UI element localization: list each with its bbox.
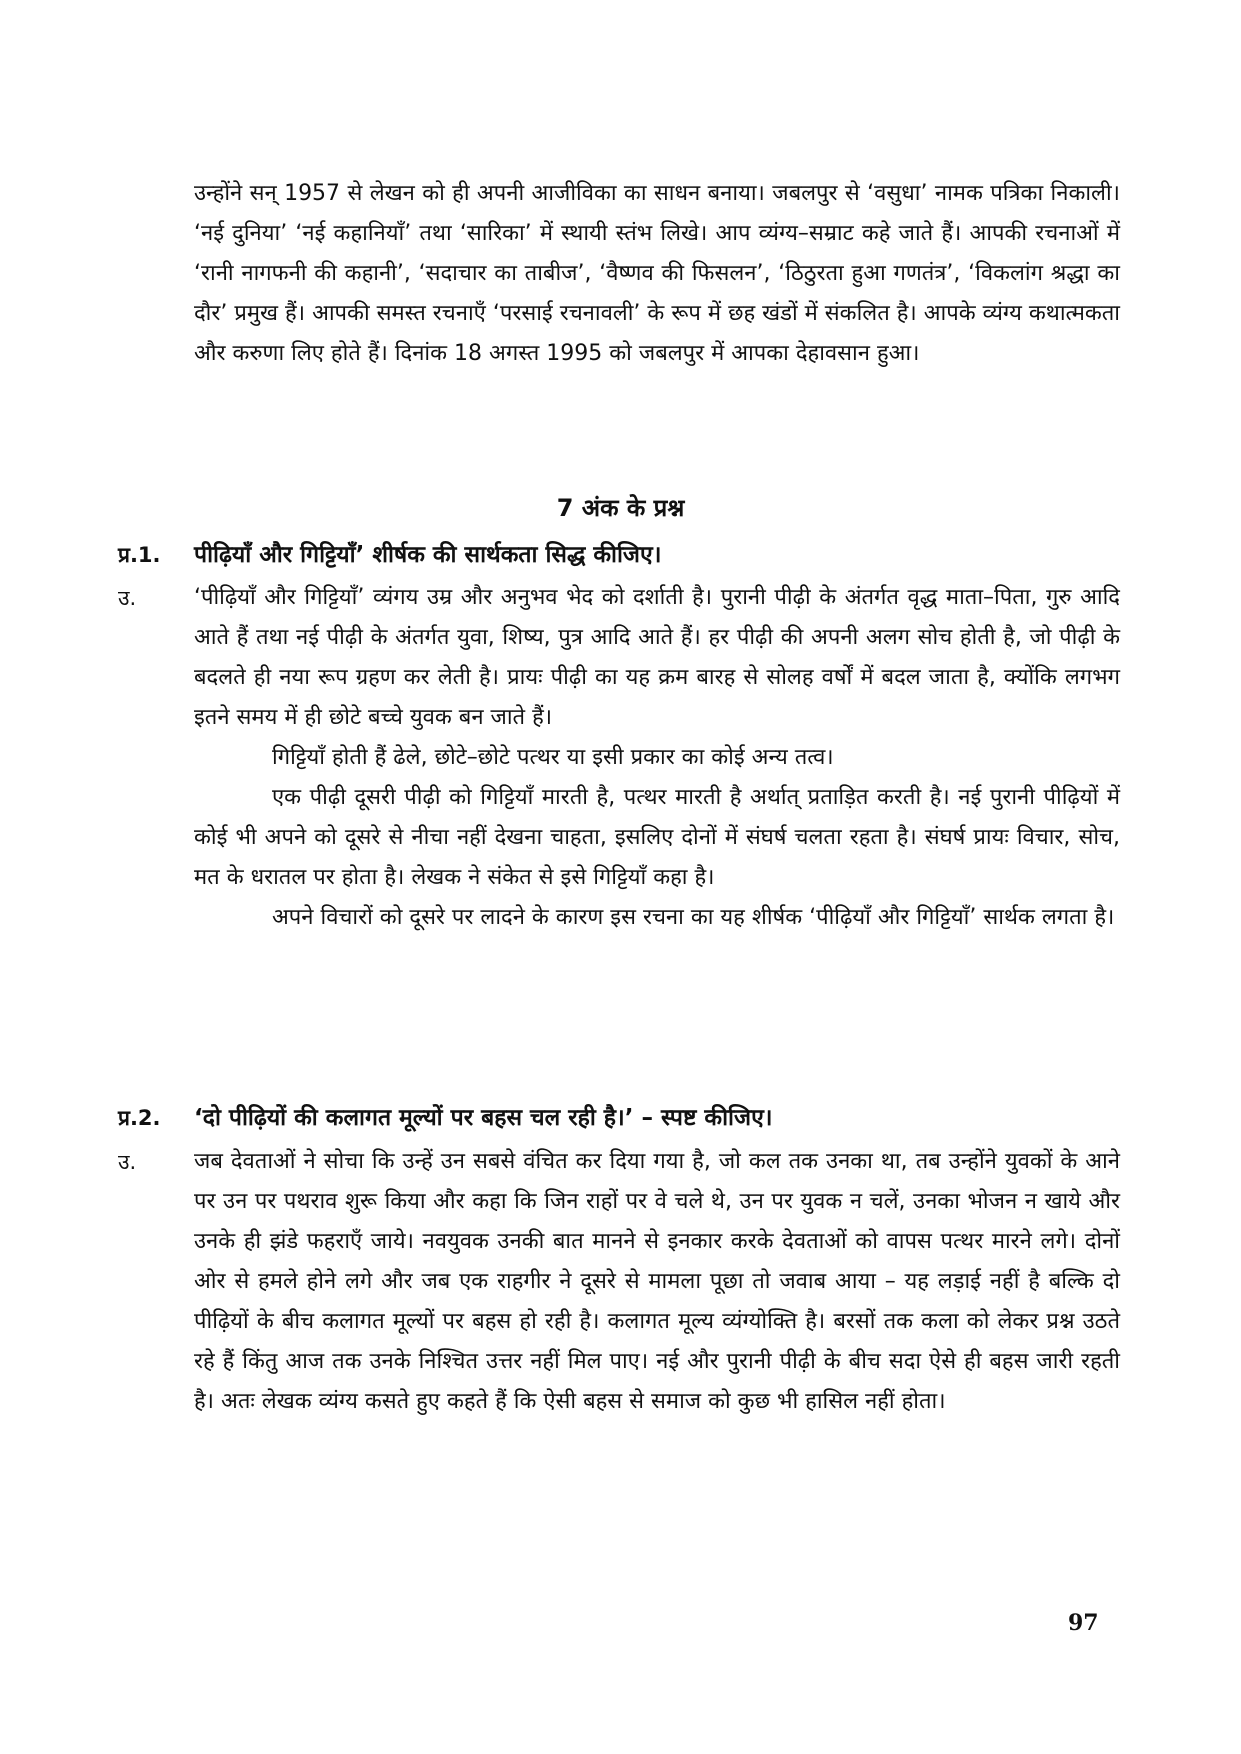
q2-answer-paragraph: जब देवताओं ने सोचा कि उन्हें उन सबसे वंचित कर दिया गया है, जो कल तक उनका था, तब उन्होंने युवकों के आने पर उन पर पथराव शुरू किया और कहा कि जिन राहों पर वे चले थे, उन पर युवक न चलें, उनका भोजन न खाये और उनके ही झंडे फहराएँ जाये। नवयुवक उनकी बात मानने से इनकार करके देवताओं को वापस पत्थर मारने लगे। दोनों ओर से हमले होने लगे और जब एक राहगीर ने दूसरे से मामला पूछा तो जवाब आया – यह लड़ाई नहीं है बल्कि दो पीढ़ियों के बीच कलागत मूल्यों पर बहस हो रही है। कलागत मूल्य व्यंग्योक्ति है। बरसों तक कला को लेकर प्रश्न उठते रहे हैं किंतु आज तक उनके निश्चित उत्तर नहीं मिल पाए। नई और पुरानी पीढ़ी के बीच सदा ऐसे ही बहस जारी रहती है। अतः लेखक व्यंग्य कसते हुए कहते हैं कि ऐसी बहस से समाज को कुछ भी हासिल नहीं होता। [194,1149,1120,1414]
page-number: 97 [1068,1610,1099,1636]
q2-answer-label: उ. [118,1150,137,1174]
intro-paragraph: उन्होंने सन् 1957 से लेखन को ही अपनी आजीविका का साधन बनाया। जबलपुर से ‘वसुधा’ नामक पत्रिका निकाली। ‘नई दुनिया’ ‘नई कहानियाँ’ तथा ‘सारिका’ में स्थायी स्तंभ लिखे। आप व्यंग्य–सम्राट कहे जाते हैं। आपकी रचनाओं में ‘रानी नागफनी की कहानी’, ‘सदाचार का ताबीज’, ‘वैष्णव की फिसलन’, ‘ठिठुरता हुआ गणतंत्र’, ‘विकलांग श्रद्धा का दौर’ प्रमुख हैं। आपकी समस्त रचनाएँ ‘परसाई रचनावली’ के रूप में छह खंडों में संकलित है। आपके व्यंग्य कथात्मकता और करुणा लिए होते हैं। दिनांक 18 अगस्त 1995 को जबलपुर में आपका देहावसान हुआ। [194,181,1120,366]
section-heading: 7 अंक के प्रश्न [556,494,685,522]
q1-answer-paragraph-4: अपने विचारों को दूसरे पर लादने के कारण इस रचना का यह शीर्षक ‘पीढ़ियाँ और गिट्टियाँ’ सार्थक लगता है। [272,905,1115,930]
q1-label: प्र.1. [118,543,161,567]
q1-answer-paragraph-1: ‘पीढ़ियाँ और गिट्टियाँ’ व्यंगय उम्र और अनुभव भेद को दर्शाती है। पुरानी पीढ़ी के अंतर्गत वृद्ध माता–पिता, गुरु आदि आते हैं तथा नई पीढ़ी के अंतर्गत युवा, शिष्य, पुत्र आदि आते हैं। हर पीढ़ी की अपनी अलग सोच होती है, जो पीढ़ी के बदलते ही नया रूप ग्रहण कर लेती है। प्रायः पीढ़ी का यह क्रम बारह से सोलह वर्षों में बदल जाता है, क्योंकि लगभग इतने समय में ही छोटे बच्चे युवक बन जाते हैं। [194,585,1120,730]
q1-question: पीढ़ियाँ और गिट्टियाँ’ शीर्षक की सार्थकता सिद्ध कीजिए। [194,542,662,568]
q1-answer-label: उ. [118,586,137,610]
q2-answer [194,1142,1120,1422]
q1-answer-paragraph-2: गिट्टियाँ होती हैं ढेले, छोटे–छोटे पत्थर या इसी प्रकार का कोई अन्य तत्व। [272,745,834,770]
intro-section [194,174,1120,374]
q2-question: ‘दो पीढ़ियों की कलागत मूल्यों पर बहस चल रही है।’ – स्पष्ट कीजिए। [194,1105,773,1131]
q1-answer-paragraph-3: एक पीढ़ी दूसरी पीढ़ी को गिट्टियाँ मारती है, पत्थर मारती है अर्थात् प्रताड़ित करती है। नई पुरानी पीढ़ियों में कोई भी अपने को दूसरे से नीचा नहीं देखना चाहता, इसलिए दोनों में संघर्ष चलता रहता है। संघर्ष प्रायः विचार, सोच, मत के धरातल पर होता है। लेखक ने संकेत से इसे गिट्टियाँ कहा है। [194,785,1120,890]
q1-answer [194,578,1120,938]
q2-label: प्र.2. [118,1106,161,1130]
